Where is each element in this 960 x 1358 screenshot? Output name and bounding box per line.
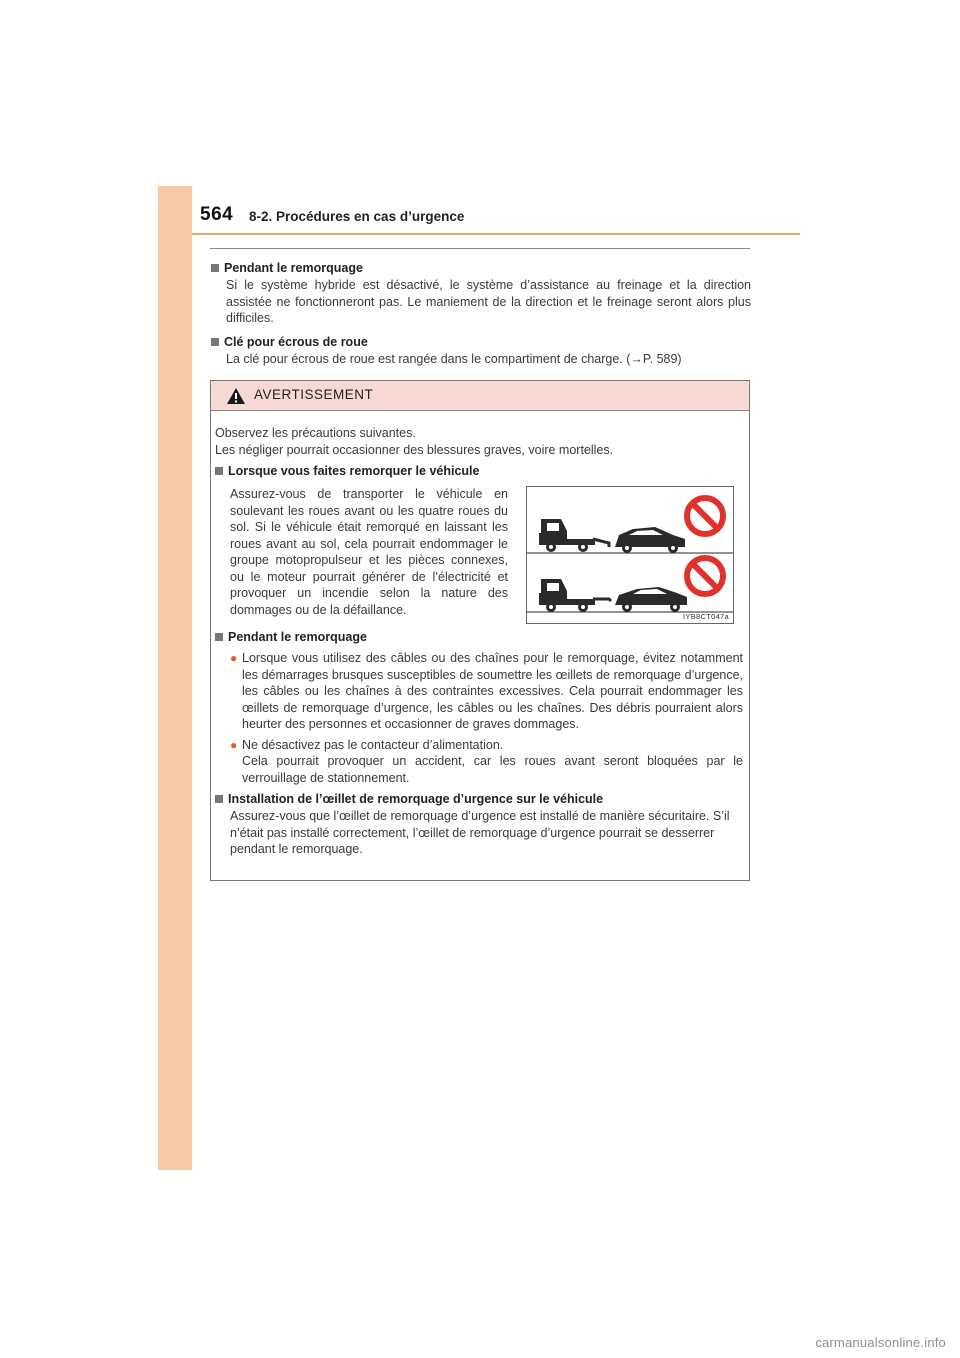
square-bullet-icon (215, 467, 223, 475)
warning-triangle-icon (226, 387, 246, 405)
square-bullet-icon (215, 633, 223, 641)
circle-bullet-icon: ● (230, 651, 238, 665)
warning-title: AVERTISSEMENT (254, 387, 374, 402)
square-bullet-icon (211, 338, 219, 346)
wrench-heading: Clé pour écrous de roue (211, 334, 751, 351)
wrench-text: La clé pour écrous de roue est rangée dans le compartiment de charge. (→P. 589) (226, 351, 682, 366)
prohibited-icon (687, 498, 723, 534)
bullet-text-line-2: Cela pourrait provoquer un accident, car les roues avant seront bloquées par le verrouillage de stationnement. (242, 754, 743, 785)
content-divider (210, 248, 750, 249)
bullet-text-line-1: Ne désactivez pas le contacteur d’alimentation. (242, 737, 504, 752)
warning-intro-line-1: Observez les précautions suivantes. (215, 426, 416, 440)
square-bullet-icon (215, 795, 223, 803)
bullet-text: Lorsque vous utilisez des câbles ou des chaînes pour le remorquage, évitez notamment les démarrages brusques susceptibles de soumettre les œillets de remorquage d’urgence, les câbles ou les chaînes à des contraintes excessives. Cela pourrait endommager les œillets de remorquage d’urgence, les câbles ou les chaînes. Des débris pourraient alors heurter des personnes et occasionner de graves dommages. (242, 651, 743, 731)
eyelet-heading: Installation de l’œillet de remorquage d’urgence sur le véhicule (215, 791, 743, 808)
towing-text: Si le système hybride est désactivé, le système d’assistance au freinage et la direction assistée ne fonctionneront pas. Le maniement de la direction et le freinage seront alors plus difficiles. (226, 278, 751, 325)
towed-heading: Lorsque vous faites remorquer le véhicule (215, 463, 743, 480)
tow-truck-icon (539, 579, 611, 612)
warning-box (210, 380, 750, 881)
page-number: 564 (200, 204, 234, 225)
prohibited-icon (687, 558, 723, 594)
intro-section (211, 258, 751, 367)
list-item (215, 650, 743, 733)
section-title: 8-2. Procédures en cas d’urgence (249, 209, 465, 224)
during-towing-heading: Pendant le remorquage (215, 629, 743, 646)
towing-heading: Pendant le remorquage (211, 260, 751, 277)
circle-bullet-icon: ● (230, 737, 238, 752)
list-item (215, 737, 743, 787)
towing-illustration (526, 486, 734, 624)
header-divider (192, 233, 800, 235)
square-bullet-icon (211, 264, 219, 272)
warning-header (211, 381, 749, 411)
figure-code: IYB8CT047a (683, 612, 729, 621)
tow-truck-icon (539, 519, 609, 552)
eyelet-text: Assurez-vous que l’œillet de remorquage d’urgence est installé de manière sécuritaire. S’il n’était pas installé correctement, l’œillet de remorquage d’urgence pourrait se desserrer pendant le remorquage. (230, 809, 730, 856)
towed-text: Assurez-vous de transporter le véhicule en soulevant les roues avant ou les quatre roues du sol. Si le véhicule était remorqué en laissant les roues avant au sol, cela pourrait endommager le groupe motopropulseur et les pièces connexes, ou le moteur pourrait générer de l’électricité et provoquer un incendie selon la nature des dommages ou de la défaillance. (230, 487, 508, 617)
watermark: carmanualsonline.info (815, 1335, 946, 1350)
chapter-side-tab (158, 186, 192, 1170)
warning-intro-line-2: Les négliger pourrait occasionner des blessures graves, voire mortelles. (215, 442, 614, 457)
